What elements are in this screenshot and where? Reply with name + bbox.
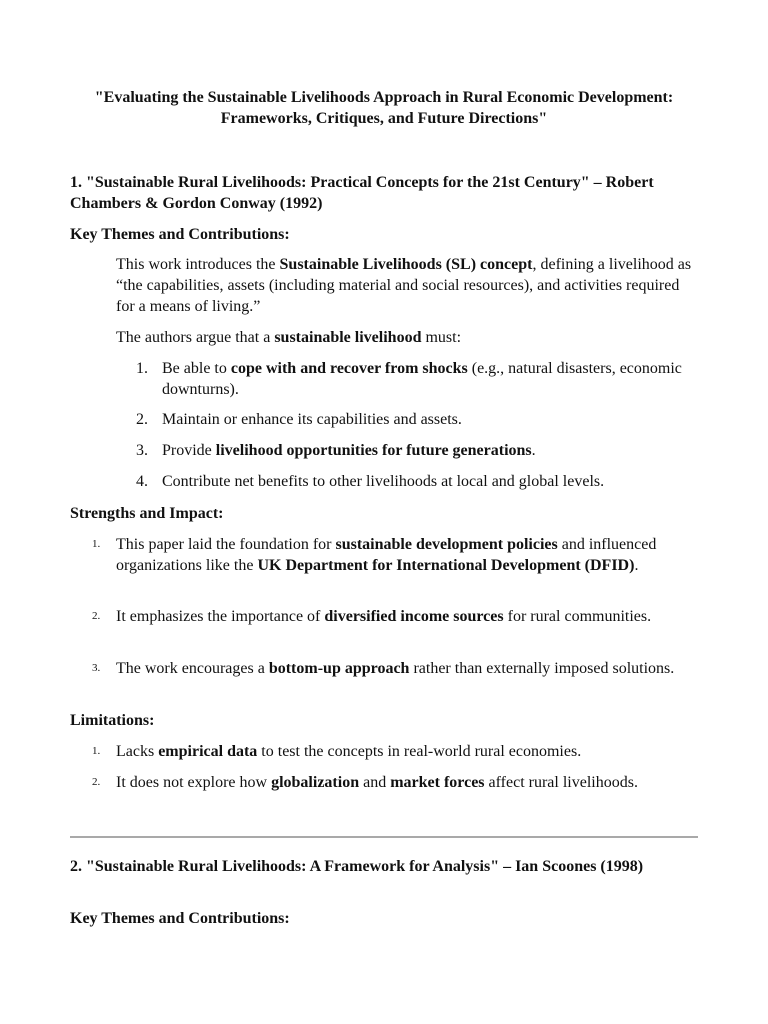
criteria-item: Maintain or enhance its capabilities and assets. — [162, 411, 462, 428]
strength-number: 3. — [92, 662, 101, 674]
strength-item: It emphasizes the importance of diversified income sources for rural communities. — [116, 608, 652, 625]
criteria-number: 3. — [136, 442, 148, 459]
criteria-item: Provide livelihood opportunities for future generations. — [162, 442, 536, 459]
strengths-heading: Strengths and Impact: — [70, 505, 224, 522]
section-divider — [70, 836, 698, 838]
strength-number: 2. — [92, 610, 101, 622]
section-1-heading: 1. "Sustainable Rural Livelihoods: Practical Concepts for the 21st Century" – Robert Chambers & Gordon Conway (1992) — [70, 174, 654, 212]
strength-number: 1. — [92, 538, 101, 550]
strength-item: The work encourages a bottom-up approach rather than externally imposed solutions. — [116, 660, 675, 677]
intro-paragraph: This work introduces the Sustainable Livelihoods (SL) concept, defining a livelihood as “the capabilities, assets (including material and social resources), and activities required for a means of living.” — [116, 256, 692, 315]
key-themes-heading-2: Key Themes and Contributions: — [70, 910, 290, 927]
limitation-item: It does not explore how globalization and market forces affect rural livelihoods. — [116, 774, 638, 791]
limitation-item: Lacks empirical data to test the concepts in real-world rural economies. — [116, 743, 582, 760]
criteria-number: 4. — [136, 473, 148, 490]
criteria-number: 1. — [136, 360, 148, 377]
limitations-heading: Limitations: — [70, 712, 155, 729]
criteria-item: Be able to cope with and recover from shocks (e.g., natural disasters, economic downturns). — [162, 360, 682, 398]
section-2-heading: 2. "Sustainable Rural Livelihoods: A Framework for Analysis" – Ian Scoones (1998) — [70, 858, 644, 875]
argue-paragraph: The authors argue that a sustainable livelihood must: — [116, 329, 462, 346]
limitation-number: 1. — [92, 745, 101, 757]
limitation-number: 2. — [92, 776, 101, 788]
strength-item: This paper laid the foundation for sustainable development policies and influenced organizations like the UK Department for International Development (DFID). — [116, 536, 657, 574]
criteria-number: 2. — [136, 411, 148, 428]
criteria-item: Contribute net benefits to other livelihoods at local and global levels. — [162, 473, 605, 490]
document-title: "Evaluating the Sustainable Livelihoods Approach in Rural Economic Development: Frameworks, Critiques, and Future Directions" — [94, 89, 674, 127]
key-themes-heading: Key Themes and Contributions: — [70, 226, 290, 243]
